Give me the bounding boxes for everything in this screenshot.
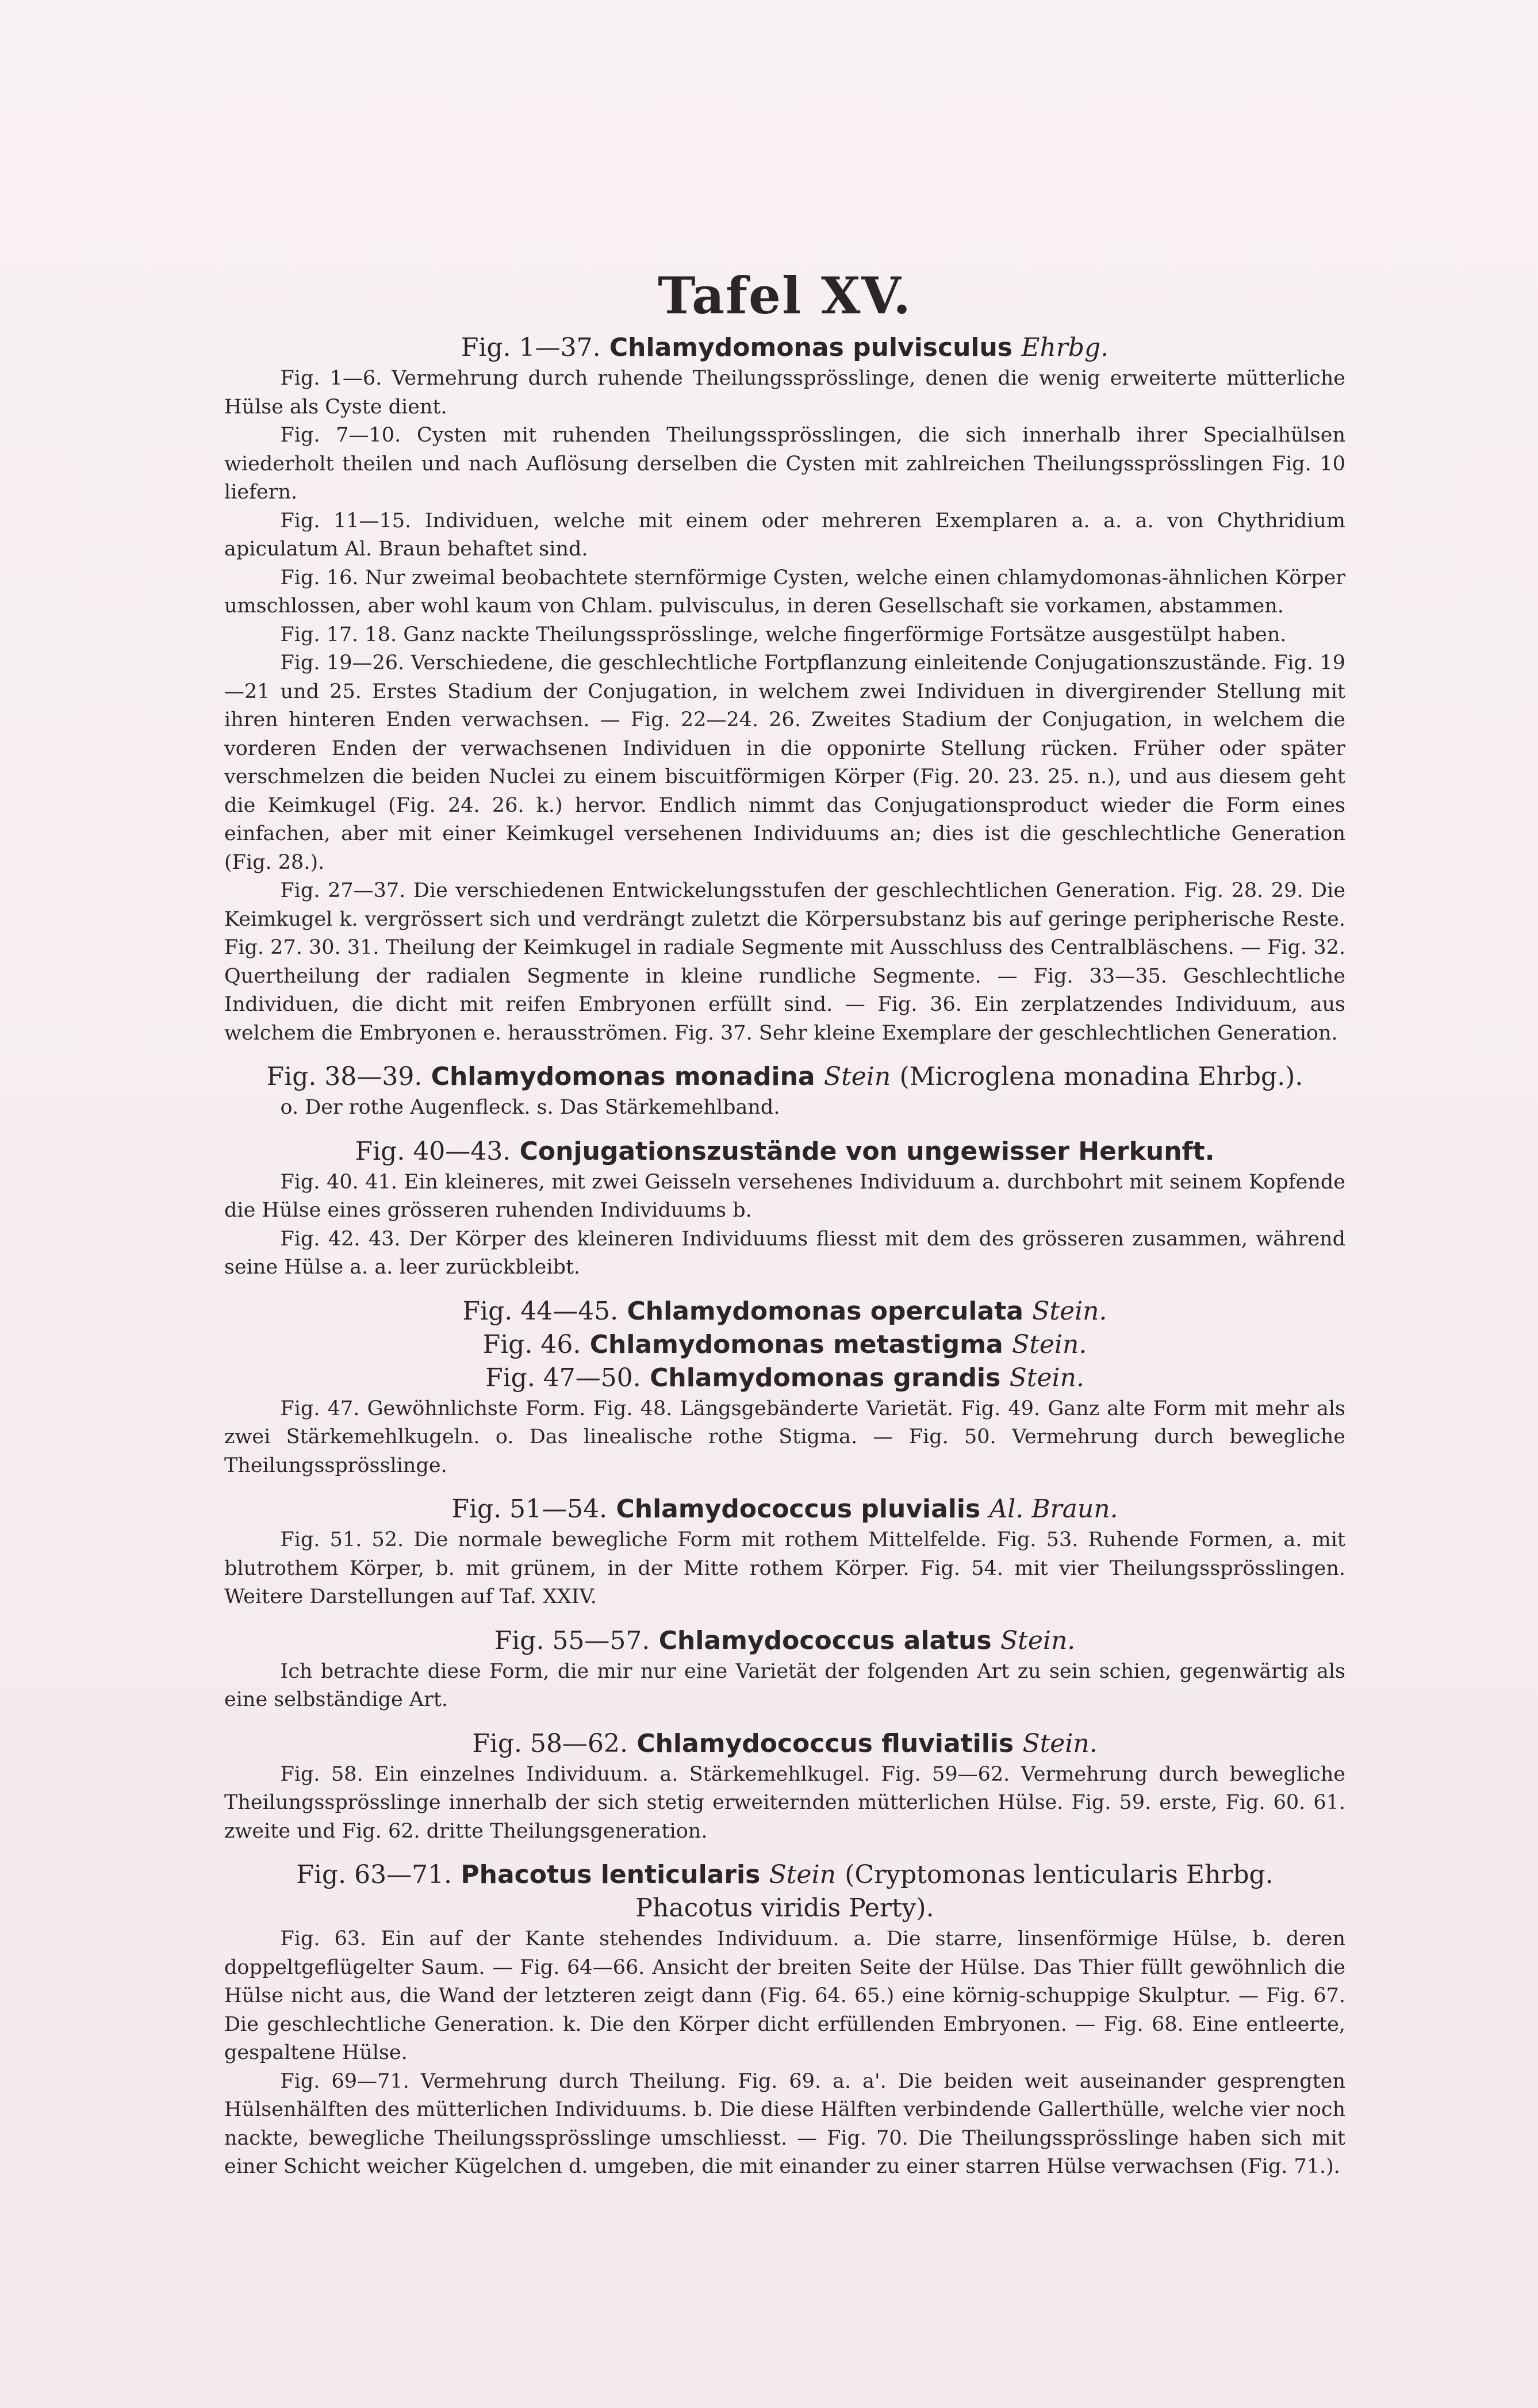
species-author: Stein [769, 1860, 836, 1889]
species-name: Chlamydococcus fluviatilis [636, 1728, 1014, 1758]
species-author: Stein. [1000, 1625, 1076, 1655]
section-chlamydococcus-fluviatilis [224, 1727, 1345, 1846]
figure-range: Fig. 40—43. [355, 1136, 511, 1166]
section-heading [224, 1727, 1345, 1761]
section-heading [224, 1624, 1345, 1658]
description-paragraph: Fig. 51. 52. Die normale bewegliche Form mit rothem Mittelfelde. Fig. 53. Ruhende Formen, a. mit blutrothem Körper, b. mit grünem, in der Mitte rothem Körper. Fig. 54. mit vier Theilungssprösslingen. Weitere Darstellungen auf Taf. XXIV. [224, 1528, 1345, 1608]
description-paragraph: Fig. 42. 43. Der Körper des kleineren Individuums fliesst mit dem des grösseren zusammen, während seine Hülse a. a. leer zurückbleibt. [224, 1227, 1345, 1279]
section-chlamydococcus-pluvialis [224, 1493, 1345, 1612]
description-paragraph: Fig. 1—6. Vermehrung durch ruhende Theilungssprösslinge, denen die wenig erweiterte mütterliche Hülse als Cyste dient. [224, 367, 1345, 419]
figure-range: Fig. 46. [482, 1329, 581, 1359]
species-name: Phacotus lenticularis [461, 1860, 761, 1889]
description-paragraph: Fig. 63. Ein auf der Kante stehendes Individuum. a. Die starre, linsenförmige Hülse, b. deren doppeltgeflügelter Saum. — Fig. 64—66. Ansicht der breiten Seite der Hülse. Das Thier füllt gewöhnlich die Hülse nicht aus, die Wand der letzteren zeigt dann (Fig. 64. 65.) eine körnig-schuppige Skulptur. — Fig. 67. Die geschlechtliche Generation. k. Die den Körper dicht erfüllenden Embryonen. — Fig. 68. Eine entleerte, gespaltene Hülse. [224, 1927, 1345, 2064]
section-heading [224, 331, 1345, 365]
description-paragraph: o. Der rothe Augenfleck. s. Das Stärkemehlband. [280, 1096, 780, 1119]
figure-range: Fig. 63—71. [296, 1860, 452, 1889]
figure-range: Fig. 55—57. [494, 1625, 650, 1655]
description-paragraph: Fig. 58. Ein einzelnes Individuum. a. Stärkemehlkugel. Fig. 59—62. Vermehrung durch bewegliche Theilungssprösslinge innerhalb der sich stetig erweiternden mütterlichen Hülse. Fig. 59. erste, Fig. 60. 61. zweite und Fig. 62. dritte Theilungsgeneration. [224, 1762, 1345, 1843]
figure-range: Fig. 47—50. [485, 1363, 641, 1393]
plate-text-page [224, 266, 1345, 2194]
section-group-chlamydomonas [224, 1295, 1345, 1481]
plate-title: Tafel XV. [658, 266, 912, 325]
synonym: Phacotus viridis Perty). [635, 1893, 934, 1923]
species-name: Chlamydomonas monadina [431, 1062, 815, 1091]
section-heading [224, 1858, 1345, 1892]
section-chlamydococcus-alatus [224, 1624, 1345, 1715]
section-heading-continued [224, 1892, 1345, 1925]
species-author: Stein. [1009, 1363, 1084, 1393]
synonym: (Microglena monadina Ehrbg.). [899, 1062, 1303, 1091]
species-name: Chlamydomonas metastigma [589, 1329, 1003, 1359]
species-author: Stein. [1022, 1728, 1098, 1758]
section-heading [224, 1493, 1345, 1526]
description-paragraph: Fig. 27—37. Die verschiedenen Entwickelungsstufen der geschlechtlichen Generation. Fig. 28. 29. Die Keimkugel k. vergrössert sich und verdrängt zuletzt die Körpersubstanz bis auf geringe peripherische Reste. Fig. 27. 30. 31. Theilung der Keimkugel in radiale Segmente mit Ausschluss des Centralbläschens. — Fig. 32. Quertheilung der radialen Segmente in kleine rundliche Segmente. — Fig. 33—35. Geschlechtliche Individuen, die dicht mit reifen Embryonen erfüllt sind. — Fig. 36. Ein zerplatzendes Individuum, aus welchem die Embryonen e. herausströmen. Fig. 37. Sehr kleine Exemplare der geschlechtlichen Generation. [224, 879, 1345, 1045]
species-name: Chlamydomonas operculata [627, 1296, 1023, 1326]
description-paragraph: Fig. 40. 41. Ein kleineres, mit zwei Geisseln versehenes Individuum a. durchbohrt mit seinem Kopfende die Hülse eines grösseren ruhenden Individuums b. [224, 1170, 1345, 1222]
figure-range: Fig. 51—54. [451, 1494, 608, 1524]
species-author: Stein. [1032, 1296, 1107, 1326]
description-paragraph: Fig. 47. Gewöhnlichste Form. Fig. 48. Längsgebänderte Varietät. Fig. 49. Ganz alte Form mit mehr als zwei Stärkemehlkugeln. o. Das linealische rothe Stigma. — Fig. 50. Vermehrung durch bewegliche Theilungssprösslinge. [224, 1397, 1345, 1477]
species-author: Stein [823, 1062, 891, 1091]
section-heading [224, 1328, 1345, 1362]
description-paragraph: Fig. 11—15. Individuen, welche mit einem oder mehreren Exemplaren a. a. a. von Chythridium apiculatum Al. Braun behaftet sind. [224, 509, 1345, 561]
description-paragraph: Fig. 19—26. Verschiedene, die geschlechtliche Fortpflanzung einleitende Conjugationszustände. Fig. 19—21 und 25. Erstes Stadium der Conjugation, in welchem zwei Individuen in divergirender Stellung mit ihren hinteren Enden verwachsen. — Fig. 22—24. 26. Zweites Stadium der Conjugation, in welchem die vorderen Enden der verwachsenen Individuen in die opponirte Stellung rücken. Früher oder später verschmelzen die beiden Nuclei zu einem biscuitförmigen Körper (Fig. 20. 23. 25. n.), und aus diesem geht die Keimkugel (Fig. 24. 26. k.) hervor. Endlich nimmt das Conjugationsproduct wieder die Form eines einfachen, aber mit einer Keimkugel versehenen Individuums an; dies ist die geschlechtliche Generation (Fig. 28.). [224, 651, 1345, 874]
figure-range: Fig. 38—39. [266, 1062, 423, 1091]
species-author: Stein. [1012, 1329, 1087, 1359]
species-name: Chlamydococcus alatus [658, 1625, 992, 1655]
synonym: (Cryptomonas lenticularis Ehrbg. [845, 1860, 1274, 1889]
species-author: Ehrbg. [1021, 333, 1109, 362]
species-name: Chlamydococcus pluvialis [616, 1494, 981, 1524]
section-phacotus-lenticularis [224, 1858, 1345, 2181]
section-chlamydomonas-pulvisculus [224, 331, 1345, 1048]
description-paragraph: Fig. 69—71. Vermehrung durch Theilung. Fig. 69. a. a'. Die beiden weit auseinander gesprengten Hülsenhälften des mütterlichen Individuums. b. Die diese Hälften verbindende Gallerthülle, welche vier noch nackte, bewegliche Theilungssprösslinge umschliesst. — Fig. 70. Die Theilungssprösslinge haben sich mit einer Schicht weicher Kügelchen d. umgeben, die mit einander zu einer starren Hülse verwachsen (Fig. 71.). [224, 2069, 1345, 2178]
section-heading [224, 1295, 1345, 1328]
section-heading [224, 1135, 1345, 1168]
description-paragraph: Fig. 17. 18. Ganz nackte Theilungssprösslinge, welche fingerförmige Fortsätze ausgestülpt haben. [280, 623, 1287, 646]
description-paragraph: Fig. 7—10. Cysten mit ruhenden Theilungssprösslingen, die sich innerhalb ihrer Specialhülsen wiederholt theilen und nach Auflösung derselben die Cysten mit zahlreichen Theilungssprösslingen Fig. 10 liefern. [224, 424, 1345, 504]
species-name: Chlamydomonas grandis [650, 1363, 1001, 1393]
section-heading [224, 1060, 1345, 1094]
species-name: Chlamydomonas pulvisculus [609, 333, 1012, 362]
figure-range: Fig. 44—45. [462, 1296, 619, 1326]
species-name: Conjugationszustände von ungewisser Herkunft. [519, 1136, 1215, 1166]
section-conjugationszustaende [224, 1135, 1345, 1282]
section-heading [224, 1362, 1345, 1395]
description-paragraph: Fig. 16. Nur zweimal beobachtete sternförmige Cysten, welche einen chlamydomonas-ähnlichen Körper umschlossen, aber wohl kaum von Chlam. pulvisculus, in deren Gesellschaft sie vorkamen, abstammen. [224, 566, 1345, 618]
description-paragraph: Ich betrachte diese Form, die mir nur eine Varietät der folgenden Art zu sein schien, gegenwärtig als eine selbständige Art. [224, 1659, 1345, 1711]
species-author: Al. Braun. [989, 1494, 1118, 1524]
section-chlamydomonas-monadina [224, 1060, 1345, 1122]
figure-range: Fig. 58—62. [472, 1728, 628, 1758]
figure-range: Fig. 1—37. [461, 333, 601, 362]
